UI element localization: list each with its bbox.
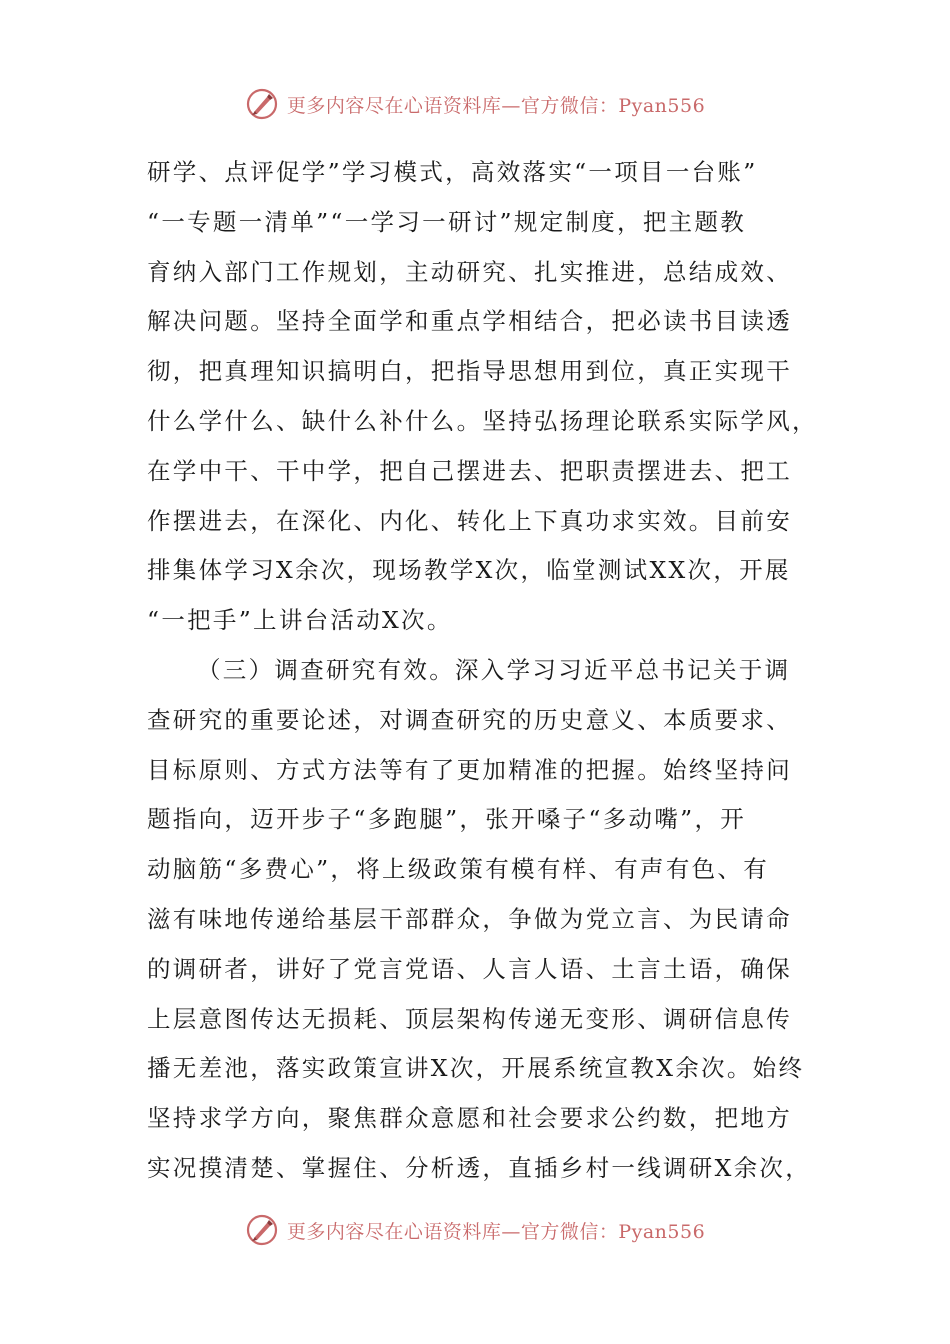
body-line: 滋有味地传递给基层干部群众，争做为党立言、为民请命 xyxy=(147,904,792,933)
body-line: 什么学什么、缺什么补什么。坚持弘扬理论联系实际学风， xyxy=(147,406,818,435)
body-line: 上层意图传达无损耗、顶层架构传递无变形、调研信息传 xyxy=(147,1004,792,1033)
body-line: 题指向，迈开步子“多跑腿”，张开嗓子“多动嘴”，开 xyxy=(147,805,747,834)
body-line: 的调研者，讲好了党言党语、人言人语、土言土语，确保 xyxy=(147,954,792,983)
body-line: 解决问题。坚持全面学和重点学相结合，把必读书目读透 xyxy=(147,307,792,336)
body-line: 在学中干、干中学，把自己摆进去、把职责摆进去、把工 xyxy=(147,456,792,485)
body-line: 育纳入部门工作规划，主动研究、扎实推进，总结成效、 xyxy=(147,257,792,286)
body-line: 研学、点评促学”学习模式，高效落实“一项目一台账” xyxy=(147,158,758,186)
pen-circle-icon xyxy=(245,1213,279,1247)
body-line: 目标原则、方式方法等有了更加精准的把握。始终坚持问 xyxy=(147,755,792,784)
pen-circle-icon xyxy=(245,87,279,121)
footer-watermark-text: 更多内容尽在心语资料库—官方微信：Pyan556 xyxy=(286,1220,706,1243)
header-watermark-text: 更多内容尽在心语资料库—官方微信：Pyan556 xyxy=(286,94,706,117)
footer-watermark-banner xyxy=(0,1210,950,1250)
document-body xyxy=(147,148,818,1194)
section-heading-line: （三）调查研究有效。深入学习习近平总书记关于调 xyxy=(197,655,791,684)
body-line: 排集体学习X余次，现场教学X次，临堂测试XX次，开展 xyxy=(147,556,791,585)
body-line: 播无差池，落实政策宣讲X次，开展系统宣教X余次。始终 xyxy=(147,1054,805,1083)
body-line: 彻，把真理知识搞明白，把指导思想用到位，真正实现干 xyxy=(147,357,792,386)
body-line: “一专题一清单”“一学习一研讨”规定制度，把主题教 xyxy=(147,207,747,236)
body-line: “一把手”上讲台活动X次。 xyxy=(147,606,453,635)
header-watermark-inner xyxy=(245,87,705,121)
body-line: 作摆进去，在深化、内化、转化上下真功求实效。目前安 xyxy=(147,506,792,535)
body-line: 坚持求学方向，聚焦群众意愿和社会要求公约数，把地方 xyxy=(147,1104,792,1133)
header-watermark-banner xyxy=(0,84,950,124)
footer-watermark-inner xyxy=(245,1213,705,1247)
body-line: 实况摸清楚、掌握住、分析透，直插乡村一线调研X余次， xyxy=(147,1153,812,1182)
body-line: 动脑筋“多费心”，将上级政策有模有样、有声有色、有 xyxy=(147,855,770,884)
body-line: 查研究的重要论述，对调查研究的历史意义、本质要求、 xyxy=(147,705,792,734)
